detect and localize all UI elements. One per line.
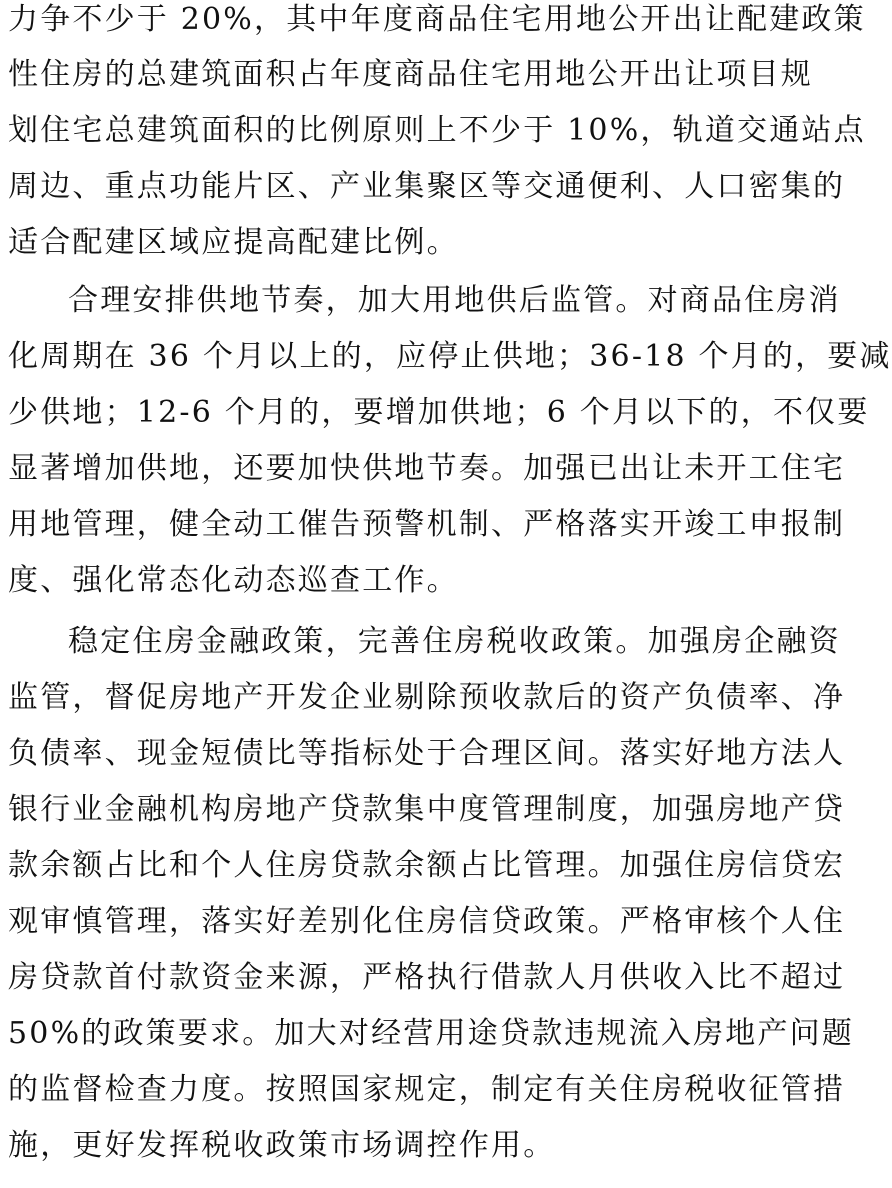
text-line: 力争不少于 20%，其中年度商品住宅用地公开出让配建政策	[8, 2, 866, 37]
text-line: 性住房的总建筑面积占年度商品住宅用地公开出让项目规	[8, 57, 813, 92]
text-line: 化周期在 36 个月以上的，应停止供地；36-18 个月的，要减	[8, 339, 892, 374]
text-line: 划住宅总建筑面积的比例原则上不少于 10%，轨道交通站点	[8, 113, 866, 148]
text-line: 适合配建区域应提高配建比例。	[8, 225, 459, 260]
text-line: 监管，督促房地产开发企业剔除预收款后的资产负债率、净	[8, 680, 846, 715]
text-line: 房贷款首付款资金来源，严格执行借款人月供收入比不超过	[8, 960, 846, 995]
text-line: 少供地；12-6 个月的，要增加供地；6 个月以下的，不仅要	[8, 395, 870, 430]
text-line: 观审慎管理，落实好差别化住房信贷政策。严格审核个人住	[8, 904, 846, 939]
text-line: 用地管理，健全动工催告预警机制、严格落实开竣工申报制	[8, 507, 846, 542]
text-line: 显著增加供地，还要加快供地节奏。加强已出让未开工住宅	[8, 451, 846, 486]
text-line: 稳定住房金融政策，完善住房税收政策。加强房企融资	[68, 624, 841, 659]
text-line: 银行业金融机构房地产贷款集中度管理制度，加强房地产贷	[8, 792, 846, 827]
text-line: 周边、重点功能片区、产业集聚区等交通便利、人口密集的	[8, 169, 846, 204]
text-line: 度、强化常态化动态巡查工作。	[8, 563, 459, 598]
text-line: 款余额占比和个人住房贷款余额占比管理。加强住房信贷宏	[8, 848, 846, 883]
text-line: 50%的政策要求。加大对经营用途贷款违规流入房地产问题	[8, 1016, 855, 1051]
text-line: 合理安排供地节奏，加大用地供后监管。对商品住房消	[68, 283, 841, 318]
text-line: 负债率、现金短债比等指标处于合理区间。落实好地方法人	[8, 736, 846, 771]
text-line: 的监督检查力度。按照国家规定，制定有关住房税收征管措	[8, 1072, 846, 1107]
text-line: 施，更好发挥税收政策市场调控作用。	[8, 1128, 556, 1163]
